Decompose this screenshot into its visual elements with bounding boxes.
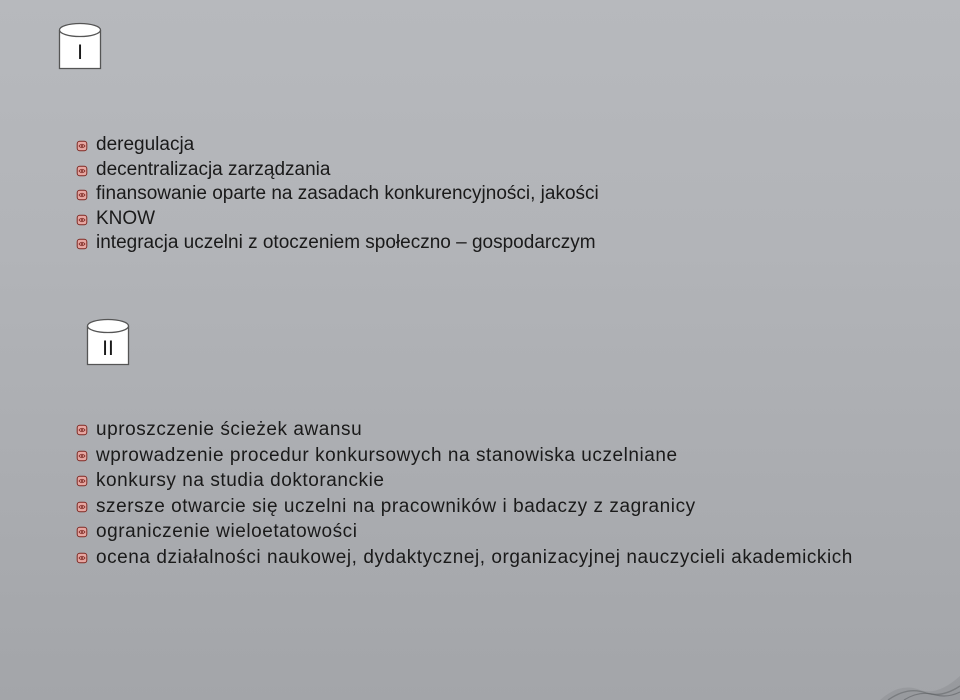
- bullet-ornament-icon: [76, 526, 88, 538]
- list-item-text: deregulacja: [96, 134, 195, 155]
- bullet-ornament-icon: [76, 501, 88, 513]
- bullet-ornament-icon: [76, 214, 88, 226]
- list-item-text: KNOW: [96, 207, 156, 229]
- list-item: [74, 207, 599, 232]
- list-item-text: ocena działalności naukowej, dydaktycznej, organizacyjnej nauczycieli akademickich: [96, 546, 853, 568]
- section-ii-list: [74, 417, 853, 570]
- list-item-text: wprowadzenie procedur konkursowych na stanowiska uczelniane: [96, 444, 678, 466]
- list-item: [74, 443, 853, 469]
- bullet-ornament-icon: [76, 189, 88, 201]
- list-item-text: finansowanie oparte na zasadach konkurencyjności, jakości: [96, 183, 599, 204]
- list-item: [74, 545, 853, 571]
- list-item: [74, 158, 599, 183]
- list-item: [74, 519, 853, 545]
- list-item-text: decentralizacja zarządzania: [96, 158, 331, 180]
- section-marker-label: I: [77, 41, 83, 64]
- list-item-text: szersze otwarcie się uczelni na pracowników i badaczy z zagranicy: [96, 495, 696, 517]
- bullet-ornament-icon: [76, 424, 88, 436]
- bullet-ornament-icon: [76, 552, 88, 564]
- corner-ornament-icon: [880, 652, 960, 700]
- bullet-ornament-icon: [76, 140, 88, 152]
- list-item: [74, 231, 599, 256]
- list-item: [74, 417, 853, 443]
- list-item-text: uproszczenie ścieżek awansu: [96, 419, 363, 440]
- bullet-ornament-icon: [76, 165, 88, 177]
- section-marker-label: II: [102, 337, 114, 360]
- section-marker-ii: [86, 318, 130, 366]
- section-marker-i: [58, 22, 102, 70]
- section-i-list: [74, 133, 599, 256]
- list-item: [74, 133, 599, 158]
- bullet-ornament-icon: [76, 475, 88, 487]
- bullet-ornament-icon: [76, 450, 88, 462]
- list-item: [74, 494, 853, 520]
- list-item: [74, 182, 599, 207]
- list-item-text: integracja uczelni z otoczeniem społeczno – gospodarczym: [96, 232, 596, 253]
- list-item-text: ograniczenie wieloetatowości: [96, 521, 358, 542]
- bullet-ornament-icon: [76, 238, 88, 250]
- list-item: [74, 468, 853, 494]
- list-item-text: konkursy na studia doktoranckie: [96, 470, 385, 491]
